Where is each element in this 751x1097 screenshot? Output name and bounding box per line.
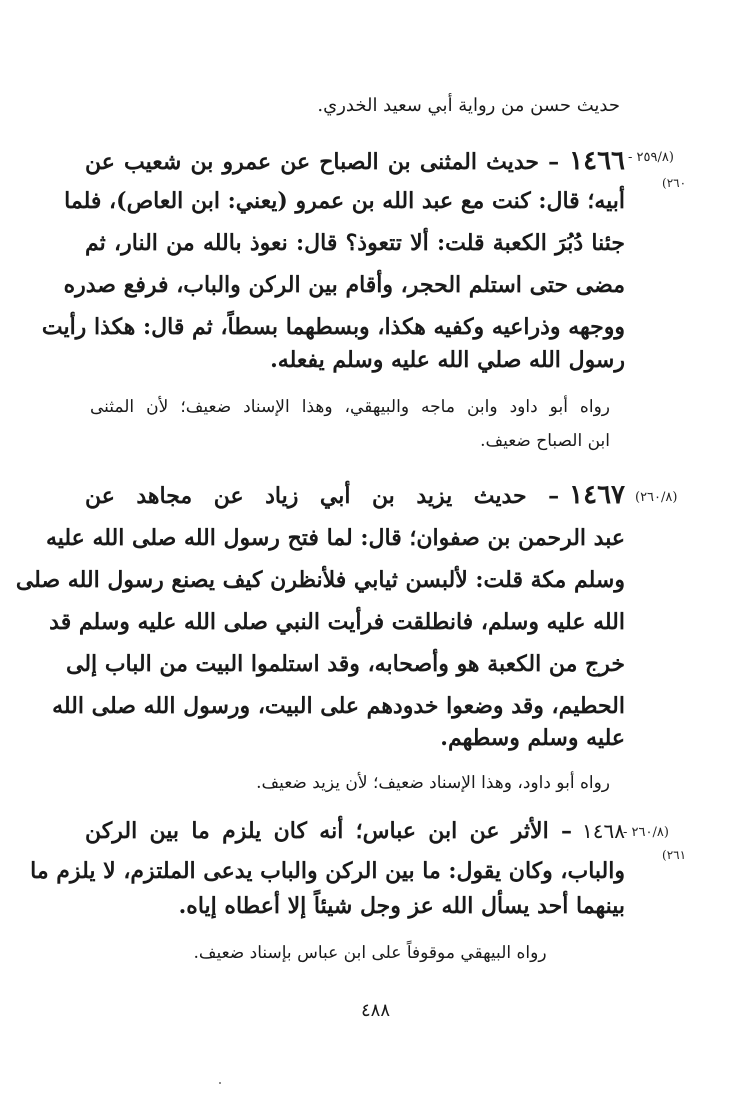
hadith-number: ١٤٦٧ — [569, 480, 625, 510]
volume-page-ref: (٢٦٠/٨ - — [623, 825, 669, 840]
hadith-text-line: جئنا دُبُرَ الكعبة قلت: ألا تتعوذ؟ قال: نعوذ بالله من النار، ثم — [85, 230, 625, 256]
hadith-text-line: عليه وسلم وسطهم. — [440, 725, 625, 751]
takhrij-note — [90, 943, 610, 963]
volume-page-ref: (٢٥٩/٨ - — [628, 150, 674, 165]
volume-page-ref-continuation: ٢٦١) — [662, 848, 687, 862]
hadith-heading-1466 — [85, 146, 625, 182]
hadith-text-line: مضى حتى استلم الحجر، وأقام بين الركن والباب، فرفع صدره — [63, 272, 625, 298]
takhrij-note: رواه أبو داود، وهذا الإسناد ضعيف؛ لأن يزيد ضعيف. — [256, 773, 610, 793]
hadith-text-line: الحطيم، وقد وضعوا خدودهم على البيت، ورسول الله صلى الله — [52, 693, 625, 719]
takhrij-note: ابن الصباح ضعيف. — [480, 431, 610, 451]
athar-text-line: بينهما أحد يسأل الله عز وجل شيئاً إلا أعطاه إياه. — [178, 893, 625, 919]
athar-number: ١٤٦٨ — [582, 819, 625, 843]
hadith-text-line: الله عليه وسلم، فانطلقت فرأيت النبي صلى الله عليه وسلم قد — [49, 609, 625, 635]
volume-page-ref: (٢٦٠/٨) — [635, 490, 678, 505]
hadith-heading-1467 — [85, 480, 625, 516]
hadith-text-line: – حديث المثنى بن الصباح عن عمرو بن شعيب عن — [85, 149, 560, 175]
takhrij-note: رواه أبو داود وابن ماجه والبيهقي، وهذا الإسناد ضعيف؛ لأن المثنى — [90, 397, 610, 417]
hadith-text-line: ووجهه وذراعيه وكفيه هكذا، وبسطهما بسطاً، ثم قال: هكذا رأيت — [41, 314, 625, 340]
volume-page-ref-continuation: ٢٦٠) — [662, 176, 687, 190]
athar-text-line: والباب، وكان يقول: ما بين الركن والباب يدعى الملتزم، لا يلزم ما — [30, 858, 625, 884]
hadith-text-line: أبيه؛ قال: كنت مع عبد الله بن عمرو (يعني: ابن العاص)، فلما — [64, 188, 625, 214]
takhrij-note-text: رواه البيهقي موقوفاً على ابن عباس بإسناد ضعيف. — [193, 943, 547, 963]
hadith-text-line: – حديث يزيد بن أبي زياد عن مجاهد عن — [85, 483, 560, 509]
hadith-text-line: عبد الرحمن بن صفوان؛ قال: لما فتح رسول الله صلى الله عليه — [45, 525, 625, 551]
hadith-text-line: رسول الله صلي الله عليه وسلم يفعله. — [270, 347, 625, 373]
hadith-number: ١٤٦٦ — [569, 146, 625, 176]
hadith-text-line: وسلم مكة قلت: لألبسن ثيابي فلأنظرن كيف يصنع رسول الله صلى — [15, 567, 625, 593]
athar-text-line: – الأثر عن ابن عباس؛ أنه كان يلزم ما بين الركن — [85, 818, 573, 844]
intro-line: حديث حسن من رواية أبي سعيد الخدري. — [317, 95, 620, 116]
scan-speck — [219, 1082, 221, 1084]
hadith-text-line: خرج من الكعبة هو وأصحابه، وقد استلموا البيت من الباب إلى — [66, 651, 625, 677]
athar-heading-1468 — [85, 818, 625, 852]
page-number: ٤٨٨ — [360, 1000, 390, 1021]
